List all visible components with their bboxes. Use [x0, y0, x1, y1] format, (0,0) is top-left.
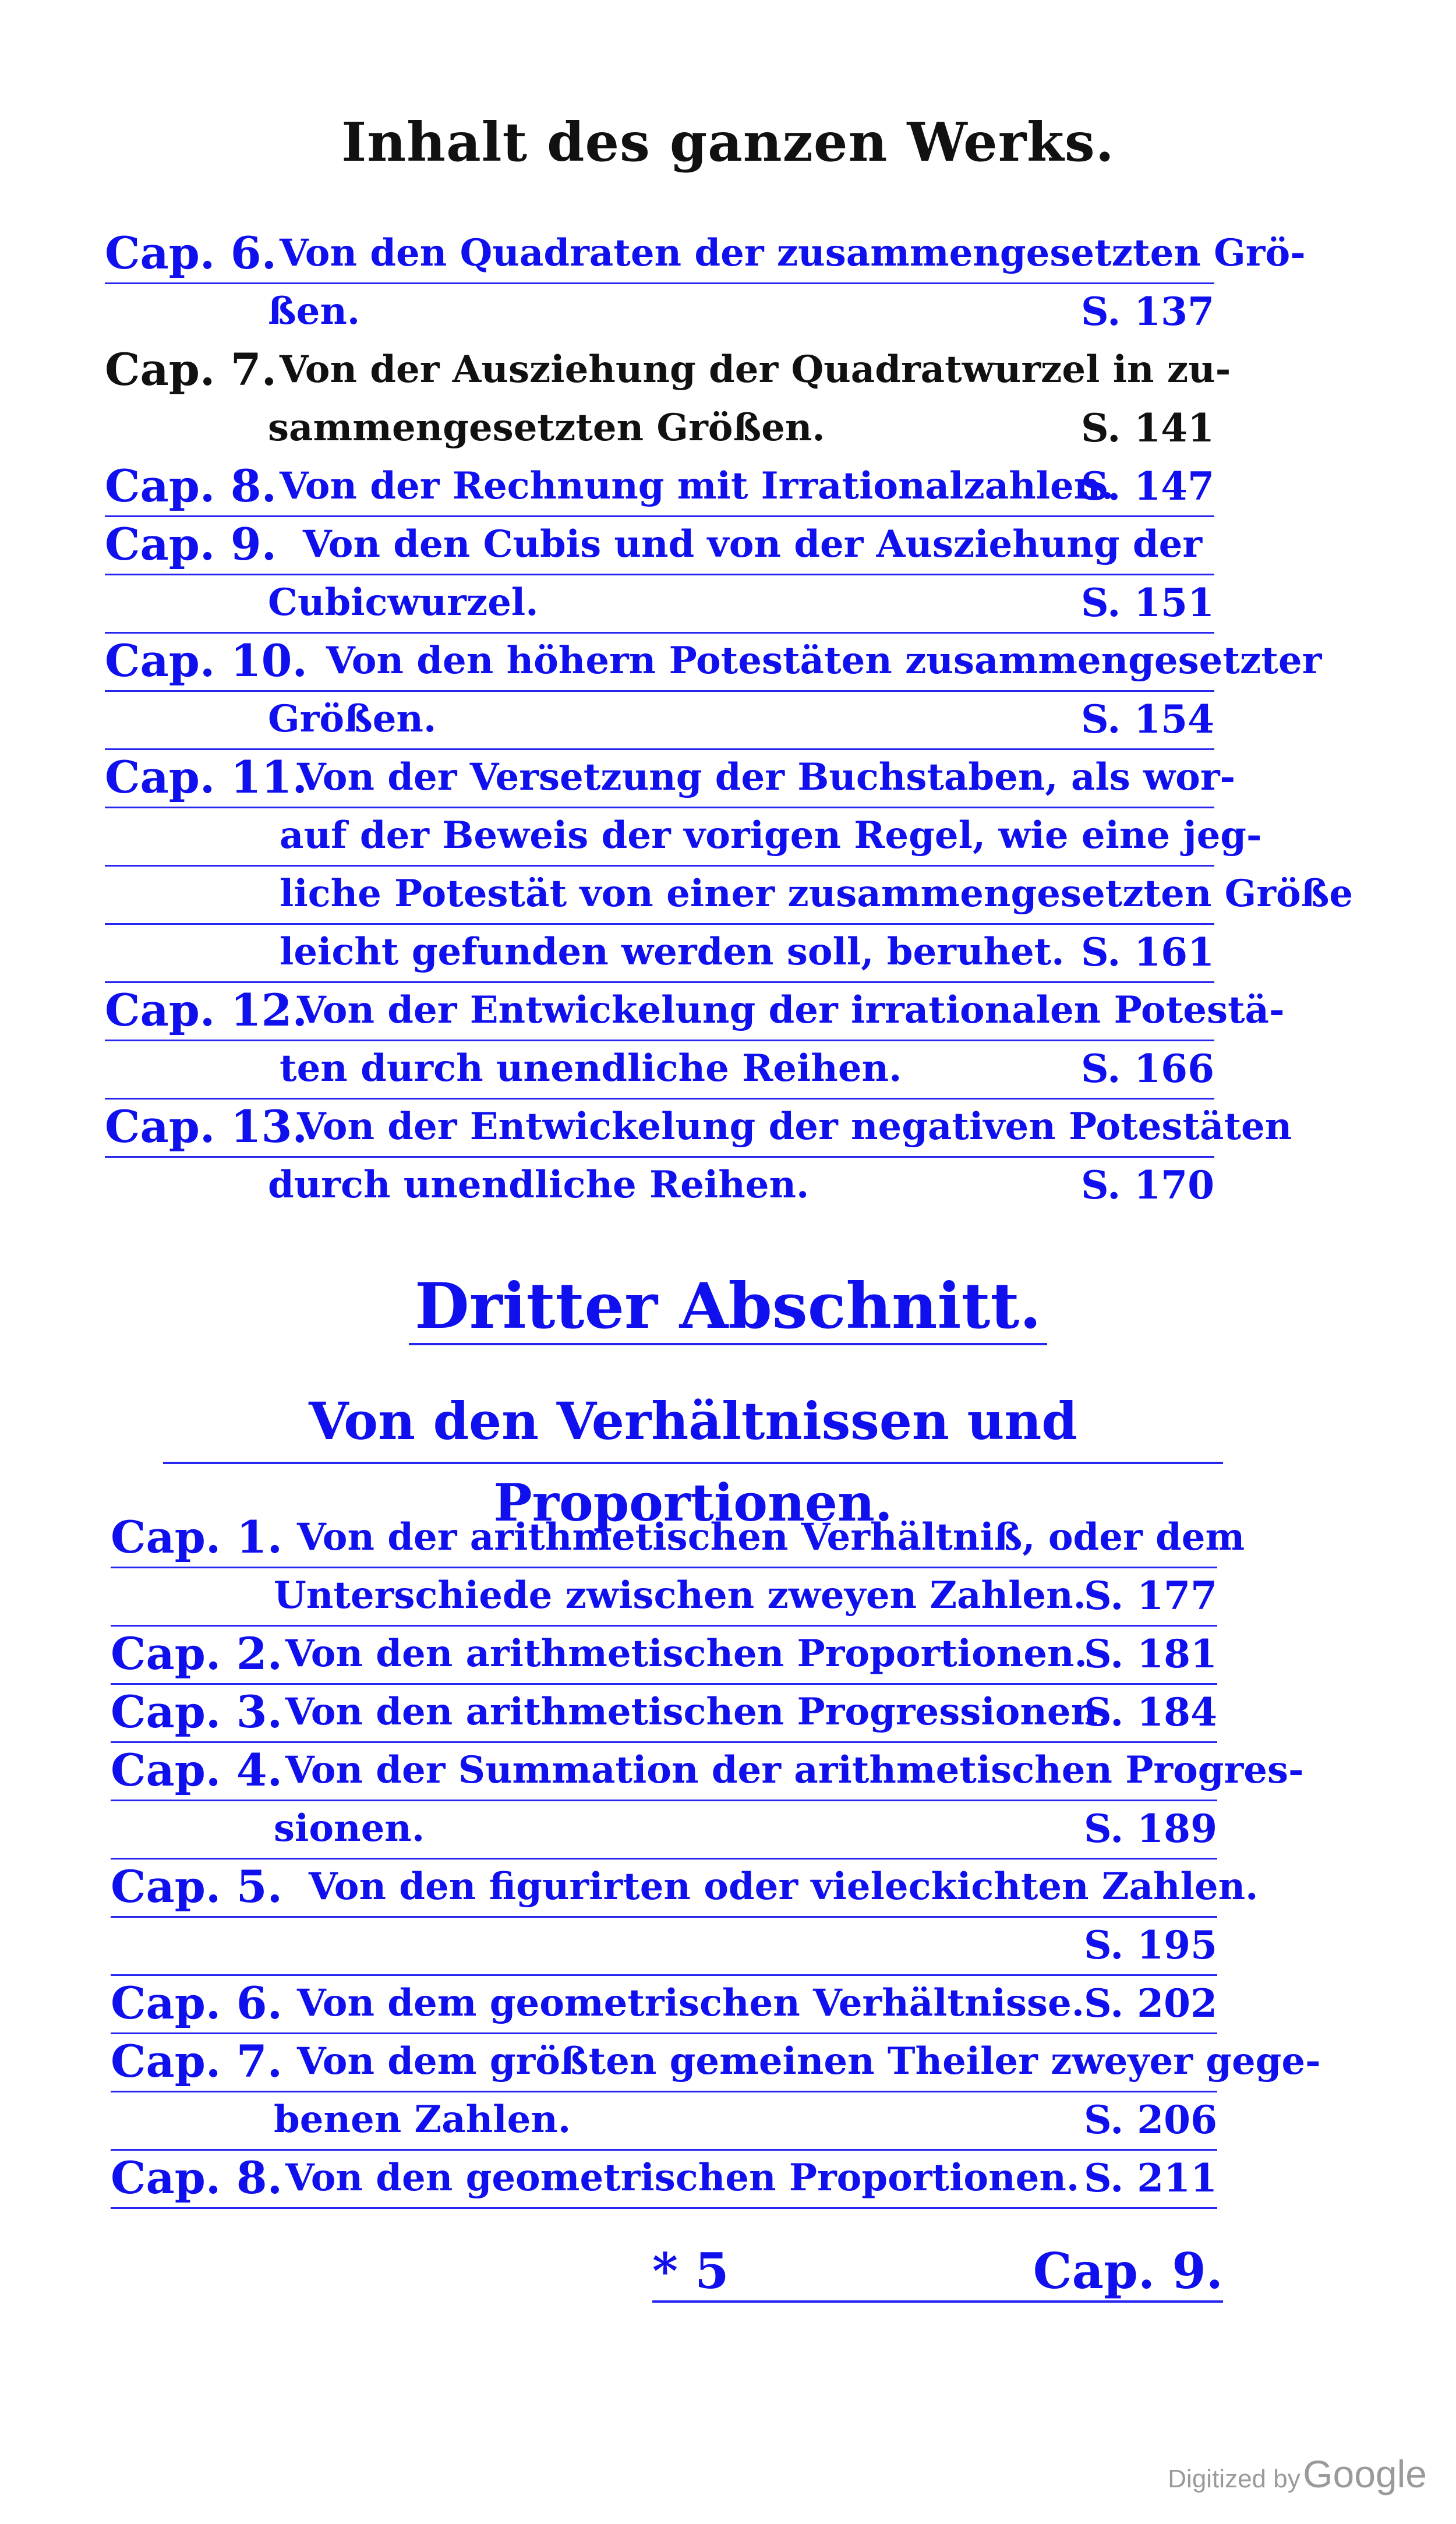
chapter-title: auf der Beweis der vorigen Regel, wie eine jeg-: [280, 814, 1262, 857]
chapter-number: Cap. 6.: [105, 227, 277, 279]
chapter-number: Cap. 7.: [105, 344, 277, 395]
chapter-title: Von der Ausziehung der Quadratwurzel in zu-: [280, 348, 1231, 391]
chapter-number: Cap. 6.: [111, 1977, 283, 2029]
toc-entry-line: [105, 690, 1214, 750]
chapter-number: Cap. 8.: [111, 2152, 283, 2204]
toc-entry-line: [111, 1800, 1217, 1860]
page-reference: S. 170: [1080, 1162, 1214, 1208]
chapter-number: Cap. 5.: [111, 1861, 283, 1913]
toc-entry-line: [105, 574, 1214, 634]
toc-entry-cap-11: [105, 748, 1353, 981]
watermark: [1168, 2452, 1427, 2496]
chapter-number: Cap. 4.: [111, 1744, 283, 1796]
toc-entry-line: [105, 807, 1262, 867]
chapter-title: Von der arithmetischen Verhältniß, oder dem: [297, 1515, 1245, 1559]
toc-entry-line: [105, 457, 1214, 517]
toc-entry-cap-6: [105, 224, 1306, 341]
chapter-number: Cap. 12.: [105, 984, 308, 1036]
toc-entry-line: [111, 1974, 1217, 2034]
chapter-title: Von den arithmetischen Progressionen.: [285, 1690, 1111, 1734]
page-reference: S. 195: [1083, 1922, 1217, 1968]
toc-entry-line: [105, 748, 1236, 808]
section-subtitle: Von den Verhältnissen und Proportionen.: [163, 1380, 1223, 1464]
page-reference: S. 181: [1083, 1631, 1217, 1677]
toc-entry-cap-9: [105, 515, 1214, 632]
chapter-title: Cubicwurzel.: [268, 581, 539, 624]
chapter-title: liche Potestät von einer zusammengesetzten Größe: [280, 872, 1353, 915]
page-reference: S. 202: [1083, 1981, 1217, 2026]
chapter-title: Von der Rechnung mit Irrationalzahlen.: [280, 464, 1114, 508]
chapter-title: Von der Entwickelung der negativen Potestäten: [297, 1105, 1292, 1148]
chapter-number: Cap. 8.: [105, 460, 277, 512]
toc-entry-cap-7b: [111, 2032, 1321, 2149]
chapter-title: Von den figurirten oder vieleckichten Zahlen.: [309, 1865, 1259, 1908]
toc-entry-line: [105, 224, 1306, 284]
chapter-title: Von den arithmetischen Proportionen.: [285, 1632, 1087, 1675]
chapter-number: Cap. 13.: [105, 1101, 308, 1153]
page-reference: S. 141: [1080, 405, 1214, 451]
page-reference: S. 166: [1080, 1046, 1214, 1091]
toc-entry-line: [111, 2091, 1217, 2151]
chapter-title: Von den höhern Potestäten zusammengesetzter: [326, 639, 1322, 683]
toc-entry-cap-5: [111, 1858, 1259, 1974]
page-reference: S. 147: [1080, 464, 1214, 509]
page-reference: S. 151: [1080, 580, 1214, 625]
toc-entry-cap-7: [105, 341, 1231, 457]
toc-entry-cap-12: [105, 981, 1285, 1098]
chapter-title: ten durch unendliche Reihen.: [280, 1047, 902, 1090]
toc-entry-cap-3: [111, 1683, 1217, 1741]
chapter-title: Von dem größten gemeinen Theiler zweyer gege-: [297, 2039, 1321, 2083]
chapter-number: Cap. 9.: [105, 518, 277, 570]
chapter-title: Von den Quadraten der zusammengesetzten Grö-: [280, 231, 1306, 275]
page-reference: S. 161: [1080, 929, 1214, 975]
page-reference: S. 189: [1083, 1806, 1217, 1851]
chapter-title: Größen.: [268, 697, 437, 741]
section-title-text: Dritter Abschnitt.: [409, 1270, 1047, 1345]
chapter-title: leicht gefunden werden soll, beruhet.: [280, 930, 1065, 974]
section-title: [0, 1270, 1456, 1343]
page-reference: S. 154: [1080, 697, 1214, 742]
toc-entry-cap-13: [105, 1098, 1292, 1214]
page-reference: S. 137: [1080, 289, 1214, 334]
toc-entry-line: [105, 865, 1353, 925]
chapter-title: sionen.: [274, 1807, 425, 1850]
signature-mark: * 5: [652, 2242, 729, 2300]
chapter-title: durch unendliche Reihen.: [268, 1163, 810, 1207]
toc-entry-line: [105, 923, 1214, 983]
chapter-title: Von den geometrischen Proportionen.: [285, 2156, 1080, 2200]
catchword: Cap. 9.: [1033, 2242, 1223, 2300]
page-reference: S. 184: [1083, 1689, 1217, 1735]
toc-entry-line: [111, 1625, 1217, 1685]
toc-entry-line: [111, 1858, 1259, 1918]
toc-entry-line: [105, 399, 1214, 457]
toc-entry-line: [111, 1508, 1245, 1568]
toc-entry-line: [105, 1156, 1214, 1214]
toc-entry-line: [105, 1040, 1214, 1100]
toc-entry-line: [111, 1567, 1217, 1627]
chapter-title: Von den Cubis und von der Ausziehung der: [303, 522, 1203, 566]
chapter-number: Cap. 10.: [105, 635, 308, 687]
page-reference: S. 211: [1083, 2155, 1217, 2201]
toc-entry-cap-1: [111, 1508, 1245, 1625]
chapter-number: Cap. 3.: [111, 1686, 283, 1738]
chapter-title: sammengesetzten Größen.: [268, 406, 825, 450]
chapter-title: Von der Entwickelung der irrationalen Potestä-: [297, 988, 1285, 1032]
toc-entry-line: [111, 1916, 1217, 1976]
chapter-number: Cap. 11.: [105, 751, 308, 803]
chapter-title: Von der Summation der arithmetischen Progres-: [285, 1748, 1304, 1792]
toc-entry-line: [105, 515, 1214, 575]
toc-entry-line: [105, 1098, 1292, 1158]
watermark-brand: Google: [1303, 2452, 1427, 2495]
toc-entry-line: [111, 2032, 1321, 2092]
chapter-title: Unterschiede zwischen zweyen Zahlen.: [274, 1574, 1086, 1617]
toc-entry-line: [105, 341, 1231, 399]
toc-entry-line: [111, 1741, 1304, 1801]
chapter-title: ßen.: [268, 289, 361, 333]
toc-entry-line: [111, 2149, 1217, 2209]
toc-entry-cap-10: [105, 632, 1322, 748]
toc-entry-line: [105, 981, 1285, 1041]
toc-entry-cap-8b: [111, 2149, 1217, 2207]
toc-entry-cap-6b: [111, 1974, 1217, 2032]
toc-entry-cap-2: [111, 1625, 1217, 1683]
watermark-prefix: Digitized by: [1168, 2465, 1300, 2493]
toc-entry-line: [105, 632, 1322, 692]
chapter-title: Von der Versetzung der Buchstaben, als wor-: [297, 755, 1236, 799]
toc-entry-line: [111, 1683, 1217, 1743]
page-footer: [652, 2230, 1223, 2303]
toc-entry-cap-8: [105, 457, 1214, 515]
toc-entry-line: [105, 282, 1214, 341]
toc-entry-cap-4: [111, 1741, 1304, 1858]
chapter-number: Cap. 1.: [111, 1511, 283, 1563]
chapter-number: Cap. 2.: [111, 1628, 283, 1680]
page-reference: S. 177: [1083, 1573, 1217, 1618]
page-reference: S. 206: [1083, 2097, 1217, 2143]
chapter-title: Von dem geometrischen Verhältnisse.: [297, 1981, 1084, 2025]
running-head: Inhalt des ganzen Werks.: [341, 111, 1115, 174]
chapter-number: Cap. 7.: [111, 2035, 283, 2087]
chapter-title: benen Zahlen.: [274, 2098, 571, 2141]
